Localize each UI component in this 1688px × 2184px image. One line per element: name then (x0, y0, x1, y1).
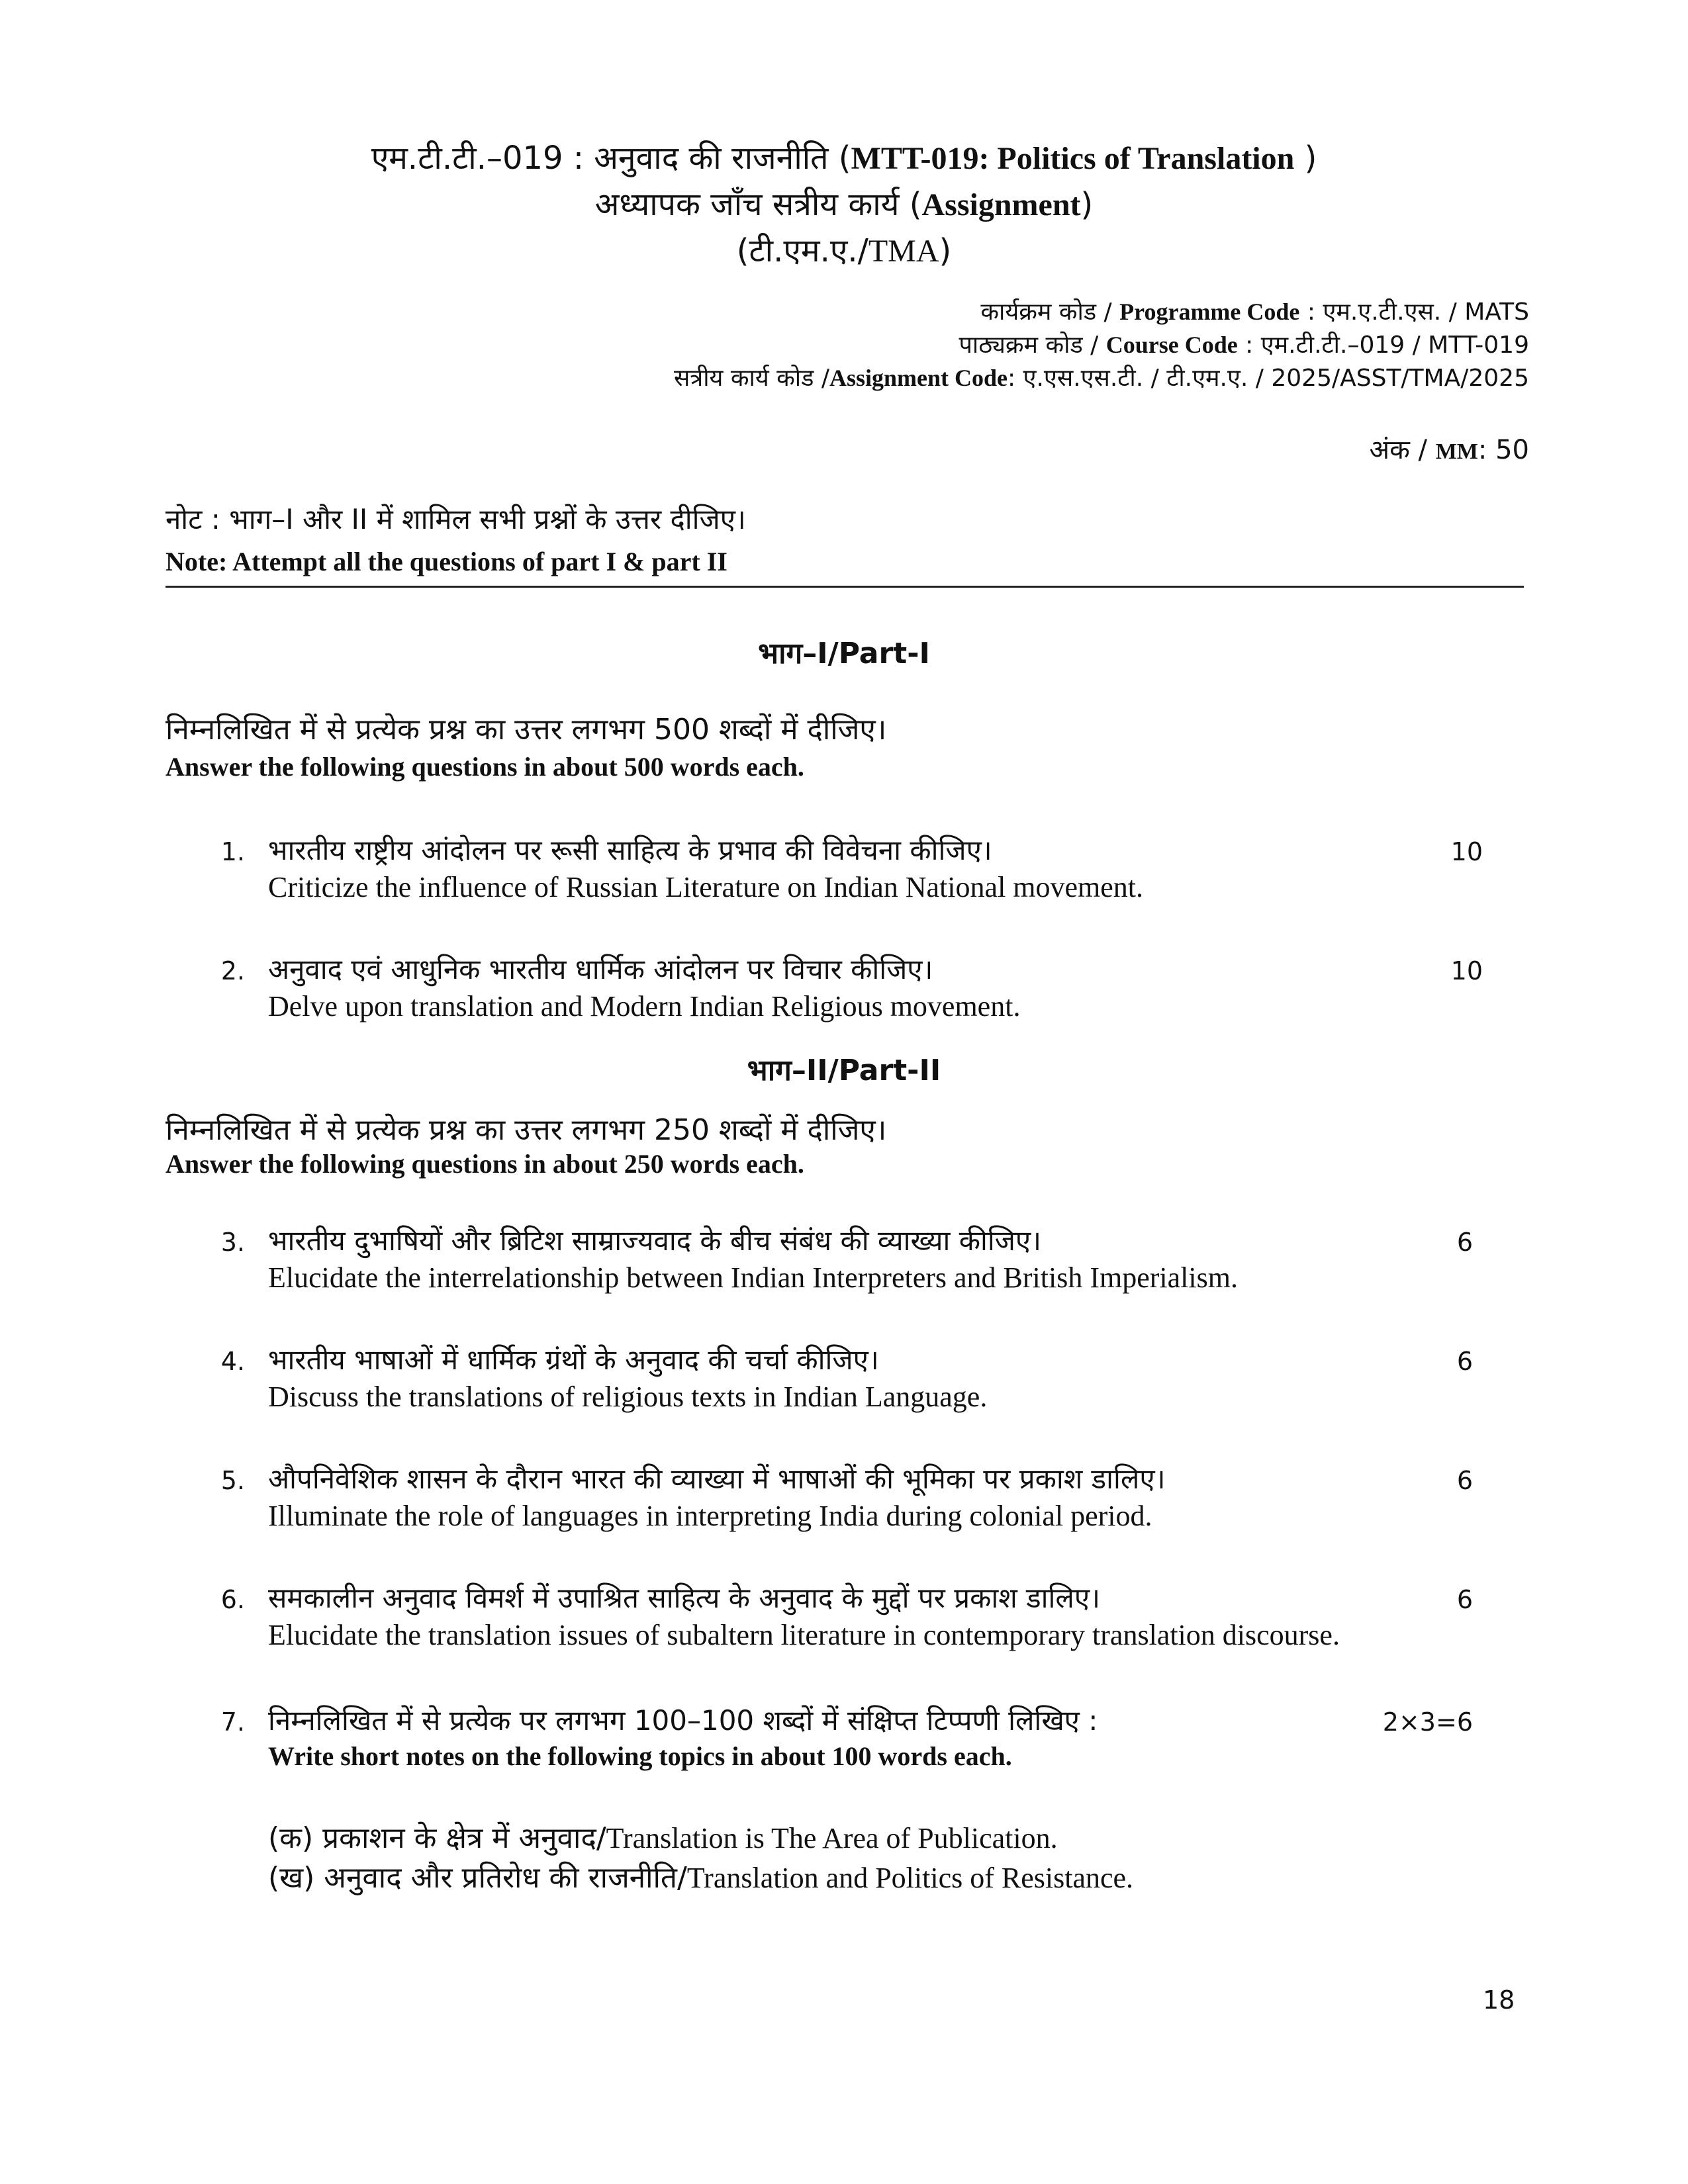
question-number: 6. (220, 1585, 245, 1614)
assignment-code-value: : ए.एस.एस.टी. / टी.एम.ए. / 2025/ASST/TMA/2025 (1007, 365, 1529, 392)
question-1-marks: 10 (1450, 837, 1483, 866)
question-number: 4. (220, 1347, 245, 1376)
question-number: 3. (220, 1228, 245, 1257)
question-number: 7. (220, 1707, 245, 1737)
question-7-marks: 2×3=6 (1382, 1707, 1473, 1737)
max-marks (1370, 430, 1529, 467)
question-7-hindi: निम्नलिखित में से प्रत्येक पर लगभग 100–100 शब्दों में संक्षिप्त टिप्पणी लिखिए : (268, 1704, 1098, 1737)
max-marks-value: : 50 (1477, 435, 1529, 465)
question-7-english: Write short notes on the following topics in about 100 words each. (268, 1741, 1012, 1771)
part1-instruction-english: Answer the following questions in about 500 words each. (165, 752, 804, 782)
title-english: MTT-019: Politics of Translation (851, 141, 1295, 176)
divider (165, 586, 1524, 588)
assignment-code-hi: सत्रीय कार्य कोड / (674, 365, 829, 392)
programme-code-hi: कार्यक्रम कोड / (980, 298, 1120, 326)
course-code-hi: पाठ्यक्रम कोड / (959, 332, 1106, 359)
assignment-english: Assignment (921, 187, 1081, 222)
max-marks-en: MM (1435, 439, 1478, 464)
note-english: Note: Attempt all the questions of part I & part II (165, 547, 727, 576)
course-code-value: : एम.टी.टी.–019 / MTT-019 (1237, 332, 1529, 359)
part1-heading: भाग–I/Part-I (758, 637, 930, 670)
part2-instruction-hindi: निम्नलिखित में से प्रत्येक प्रश्न का उत्तर लगभग 250 शब्दों में दीजिए। (165, 1113, 887, 1147)
title-line-3 (0, 228, 1688, 271)
course-code (959, 328, 1529, 360)
subitem-kha-hindi: (ख) अनुवाद और प्रतिरोध की राजनीति/ (268, 1861, 687, 1895)
programme-code-value: : एम.ए.टी.एस. / MATS (1299, 298, 1529, 326)
question-3-hindi: भारतीय दुभाषियों और ब्रिटिश साम्राज्यवाद के बीच संबंध की व्याख्या कीजिए। (268, 1224, 1042, 1257)
question-2-english: Delve upon translation and Modern Indian Religious movement. (268, 990, 1021, 1023)
tma-hindi: (टी.एम.ए./ (736, 232, 868, 269)
programme-code-en: Programme Code (1119, 298, 1300, 325)
max-marks-hi: अंक / (1369, 435, 1436, 465)
question-6-english: Elucidate the translation issues of subaltern literature in contemporary translation discourse. (268, 1619, 1340, 1651)
question-4-english: Discuss the translations of religious texts in Indian Language. (268, 1381, 988, 1413)
question-number: 5. (220, 1466, 245, 1495)
title-line-1 (0, 136, 1688, 179)
subitem-kha (268, 1856, 1133, 1896)
question-2-marks: 10 (1450, 956, 1483, 985)
subitem-ka-hindi: (क) प्रकाशन के क्षेत्र में अनुवाद/ (268, 1821, 606, 1855)
question-4-hindi: भारतीय भाषाओं में धार्मिक ग्रंथों के अनुवाद की चर्चा कीजिए। (268, 1343, 879, 1376)
subitem-kha-english: Translation and Politics of Resistance. (686, 1862, 1134, 1894)
title-hindi: एम.टी.टी.–019 : अनुवाद की राजनीति ( (371, 140, 851, 177)
assignment-code-en: Assignment Code (829, 365, 1008, 391)
question-6-marks: 6 (1456, 1585, 1473, 1614)
course-code-en: Course Code (1105, 332, 1238, 358)
question-5-english: Illuminate the role of languages in interpreting India during colonial period. (268, 1500, 1152, 1532)
question-3-english: Elucidate the interrelationship between Indian Interpreters and British Imperialism. (268, 1261, 1238, 1294)
question-3-marks: 6 (1456, 1228, 1473, 1257)
part2-heading: भाग–II/Part-II (747, 1054, 941, 1087)
question-6-hindi: समकालीन अनुवाद विमर्श में उपाश्रित साहित्य के अनुवाद के मुद्दों पर प्रकाश डालिए। (268, 1582, 1100, 1614)
question-2-hindi: अनुवाद एवं आधुनिक भारतीय धार्मिक आंदोलन पर विचार कीजिए। (268, 953, 933, 985)
title-close: ) (1294, 140, 1317, 177)
assignment-close: ) (1080, 186, 1094, 223)
question-4-marks: 6 (1456, 1347, 1473, 1376)
subitem-ka-english: Translation is The Area of Publication. (606, 1822, 1058, 1854)
note-hindi: नोट : भाग–I और II में शामिल सभी प्रश्नों के उत्तर दीजिए। (165, 503, 746, 535)
question-5-marks: 6 (1456, 1466, 1473, 1495)
page-number: 18 (1483, 1985, 1515, 2015)
question-number: 1. (220, 837, 245, 866)
question-number: 2. (220, 956, 245, 985)
part1-instruction-hindi: निम्नलिखित में से प्रत्येक प्रश्न का उत्तर लगभग 500 शब्दों में दीजिए। (165, 713, 887, 747)
question-1-hindi: भारतीय राष्ट्रीय आंदोलन पर रूसी साहित्य के प्रभाव की विवेचना कीजिए। (268, 834, 992, 866)
subitem-ka (268, 1817, 1058, 1856)
programme-code (980, 295, 1529, 327)
assignment-hindi: अध्यापक जाँच सत्रीय कार्य ( (594, 186, 922, 223)
assignment-code (674, 361, 1529, 393)
tma-close: ) (939, 232, 952, 269)
question-1-english: Criticize the influence of Russian Literature on Indian National movement. (268, 871, 1144, 903)
part2-instruction-english: Answer the following questions in about 250 words each. (165, 1149, 804, 1179)
tma-english: TMA (868, 234, 939, 269)
question-5-hindi: औपनिवेशिक शासन के दौरान भारत की व्याख्या में भाषाओं की भूमिका पर प्रकाश डालिए। (268, 1463, 1166, 1495)
title-line-2 (0, 182, 1688, 225)
